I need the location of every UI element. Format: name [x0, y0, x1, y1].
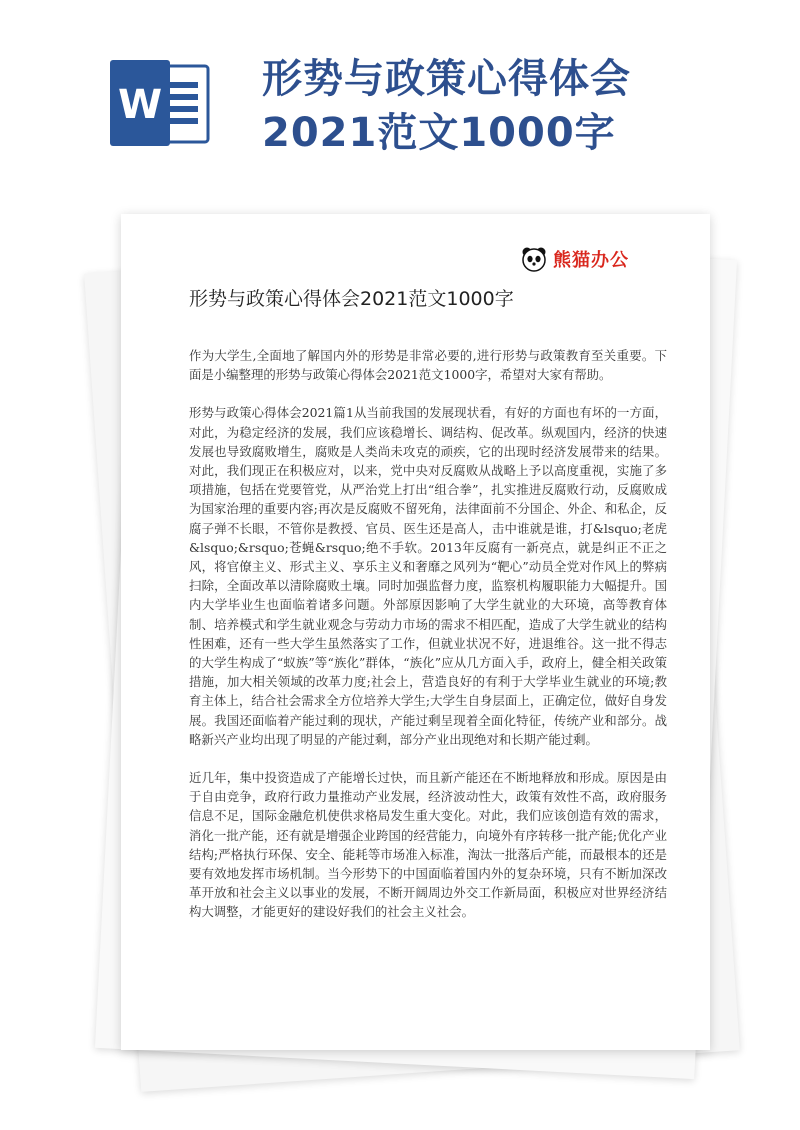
paragraph: 形势与政策心得体会2021篇1从当前我国的发展现状看，有好的方面也有坏的一方面，对此，为稳定经济的发展，我们应该稳增长、调结构、促改革。纵观国内，经济的快速发展也导致腐败增生，腐败是人类尚未攻克的顽疾，它的出现时经济发展带来的结果。对此，我们现正在积极应对，以来，党中央对反腐败从战略上予以高度重视，实施了多项措施，包括在党要管党，从严治党上打出“组合拳”，扎实推进反腐败行动，反腐败成为国家治理的重要内容;再次是反腐败不留死角，法律面前不分国企、外企、和私企，反腐子弹不长眼，不管你是教授、官员、医生还是高人，击中谁就是谁，打&lsquo;老虎&lsquo;&rsquo;苍蝇&rsquo;绝不手软。2013年反腐有一新亮点，就是纠正不正之风，将官僚主义、形式主义、享乐主义和奢靡之风列为“靶心”动员全党对作风上的弊病扫除，全面改革以清除腐败土壤。同时加强监督力度，监察机构履职能力大幅提升。国内大学毕业生也面临着诸多问题。外部原因影响了大学生就业的大环境，高等教育体制、培养模式和学生就业观念与劳动力市场的需求不相匹配，造成了大学生就业的结构性困难，还有一些大学生虽然落实了工作，但就业状况不好，进退维谷。这一批不得志的大学生构成了“蚁族”等“族化”群体，“族化”应从几方面入手，政府上，健全相关政策措施，加大相关领域的改革力度;社会上，营造良好的有利于大学毕业生就业的环境;教育主体上，结合社会需求全方位培养大学生;大学生自身层面上，正确定位，做好自身发展。我国还面临着产能过剩的现状，产能过剩呈现着全面化特征，传统产业和部分。战略新兴产业均出现了明显的产能过剩，部分产业出现绝对和长期产能过剩。	[189, 405, 667, 747]
panda-icon	[521, 246, 547, 272]
document-title: 形势与政策心得体会2021范文1000字	[262, 56, 631, 156]
brand-logo	[521, 246, 629, 272]
document-page	[121, 214, 710, 1050]
body-text	[189, 346, 667, 941]
paragraph: 作为大学生,全面地了解国内外的形势是非常必要的,进行形势与政策教育至关重要。下面是小编整理的形势与政策心得体会2021范文1000字，希望对大家有帮助。	[189, 348, 667, 383]
word-icon-letter: W	[117, 82, 163, 128]
brand-name: 熊猫办公	[553, 250, 629, 271]
paragraph: 近几年，集中投资造成了产能增长过快，而且新产能还在不断地释放和形成。原因是由于自由竞争，政府行政力量推动产业发展，经济波动性大，政策有效性不高，政府服务信息不足，国际金融危机使供求格局发生重大变化。对此，我们应该创造有效的需求，消化一批产能，还有就是增强企业跨国的经营能力，向境外有序转移一批产能;优化产业结构;严格执行环保、安全、能耗等市场准入标准，淘汰一批落后产能，而最根本的还是要有效地发挥市场机制。当今形势下的中国面临着国内外的复杂环境，只有不断加深改革开放和社会主义以事业的发展，不断开阔周边外交工作新局面，积极应对世界经济结构大调整，才能更好的建设好我们的社会主义社会。	[189, 770, 667, 920]
page-title: 形势与政策心得体会2021范文1000字	[189, 288, 514, 310]
